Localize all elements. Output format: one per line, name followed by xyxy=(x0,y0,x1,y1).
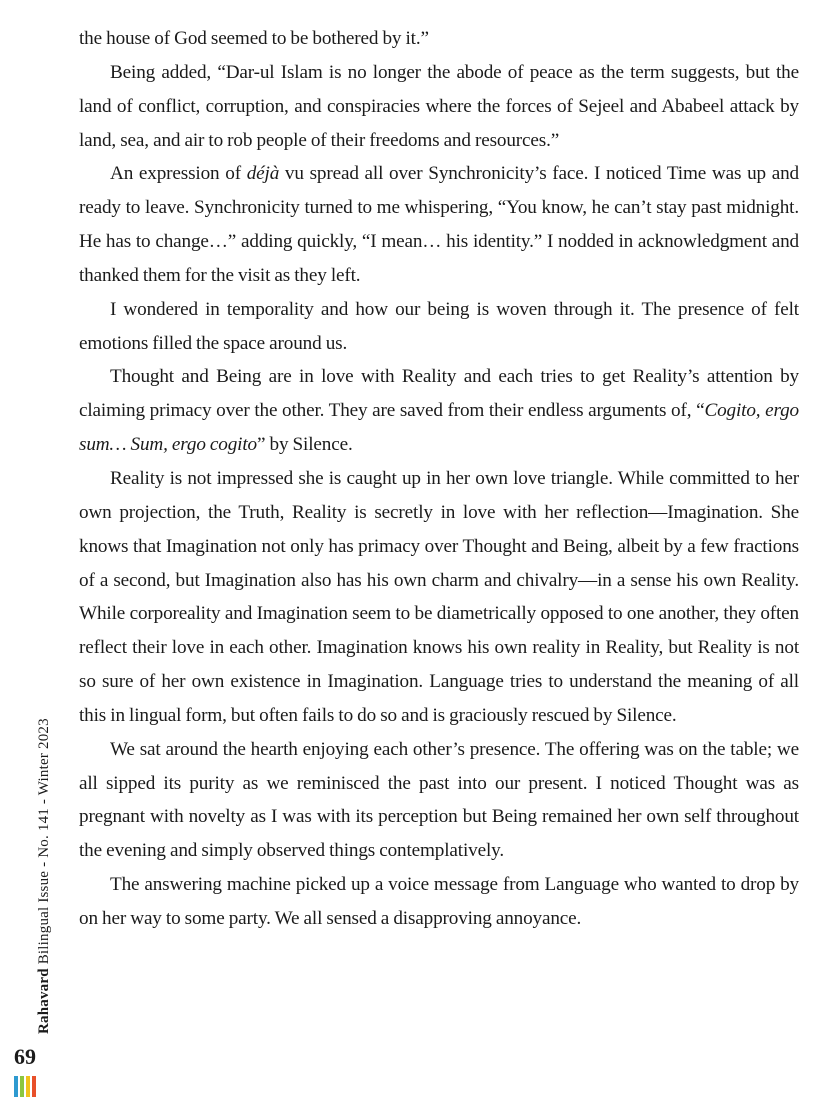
color-bar xyxy=(32,1076,36,1097)
paragraph: Thought and Being are in love with Reality and each tries to get Reality’s attention by claiming primacy over the other. They are saved from their endless arguments of, “Cogito, ergo sum… Sum, ergo cogito” by Silence. xyxy=(79,366,799,456)
color-bar xyxy=(26,1076,30,1097)
body-text xyxy=(79,22,799,936)
paragraph: Reality is not impressed she is caught up in her own love triangle. While committed to her own projection, the Truth, Reality is secretly in love with her reflection—Imagination. She knows that Imagination not only has primacy over Thought and Being, albeit by a few fractions of a second, but Imagination also has his own charm and chivalry—in a sense his own Reality. While corporeality and Imagination seem to be diametrically opposed to one another, they often reflect their love in each other. Imagination knows his own reality in Reality, but Reality is not so sure of her own existence in Imagination. Language tries to understand the meaning of all this in lingual form, but often fails to do so and is graciously rescued by Silence. xyxy=(79,467,799,726)
paragraph: I wondered in temporality and how our being is woven through it. The presence of felt emotions filled the space around us. xyxy=(79,298,799,354)
paragraph: the house of God seemed to be bothered by it.” xyxy=(79,28,429,49)
running-header-vertical xyxy=(36,614,53,1034)
color-bars xyxy=(14,1076,36,1097)
paragraph: An expression of déjà vu spread all over Synchronicity’s face. I noticed Time was up and ready to leave. Synchronicity turned to me whispering, “You know, he can’t stay past midnight. He has to change…” adding quickly, “I mean… his identity.” I nodded in acknowledgment and thanked them for the visit as they left. xyxy=(79,163,799,286)
paragraph: We sat around the hearth enjoying each other’s presence. The offering was on the table; we all sipped its purity as we reminisced the past into our present. I noticed Thought was as pregnant with novelty as I was with its perception but Being remained her own self throughout the evening and simply observed things contemplatively. xyxy=(79,738,799,862)
paragraph: The answering machine picked up a voice message from Language who wanted to drop by on her way to some party. We all sensed a disapproving annoyance. xyxy=(79,874,799,929)
magazine-name: Rahavard xyxy=(36,968,52,1034)
paragraph: Being added, “Dar-ul Islam is no longer the abode of peace as the term suggests, but the land of conflict, corruption, and conspiracies where the forces of Sejeel and Ababeel attack by land, sea, and air to rob people of their freedoms and resources.” xyxy=(79,61,799,151)
page-number: 69 xyxy=(14,1044,36,1069)
color-bar xyxy=(20,1076,24,1097)
italic-phrase: Cogito, ergo sum… Sum, ergo cogito xyxy=(79,400,799,456)
italic-phrase: déjà xyxy=(246,163,280,185)
issue-info: Bilingual Issue - No. 141 - Winter 2023 xyxy=(36,718,52,969)
color-bar xyxy=(14,1076,18,1097)
